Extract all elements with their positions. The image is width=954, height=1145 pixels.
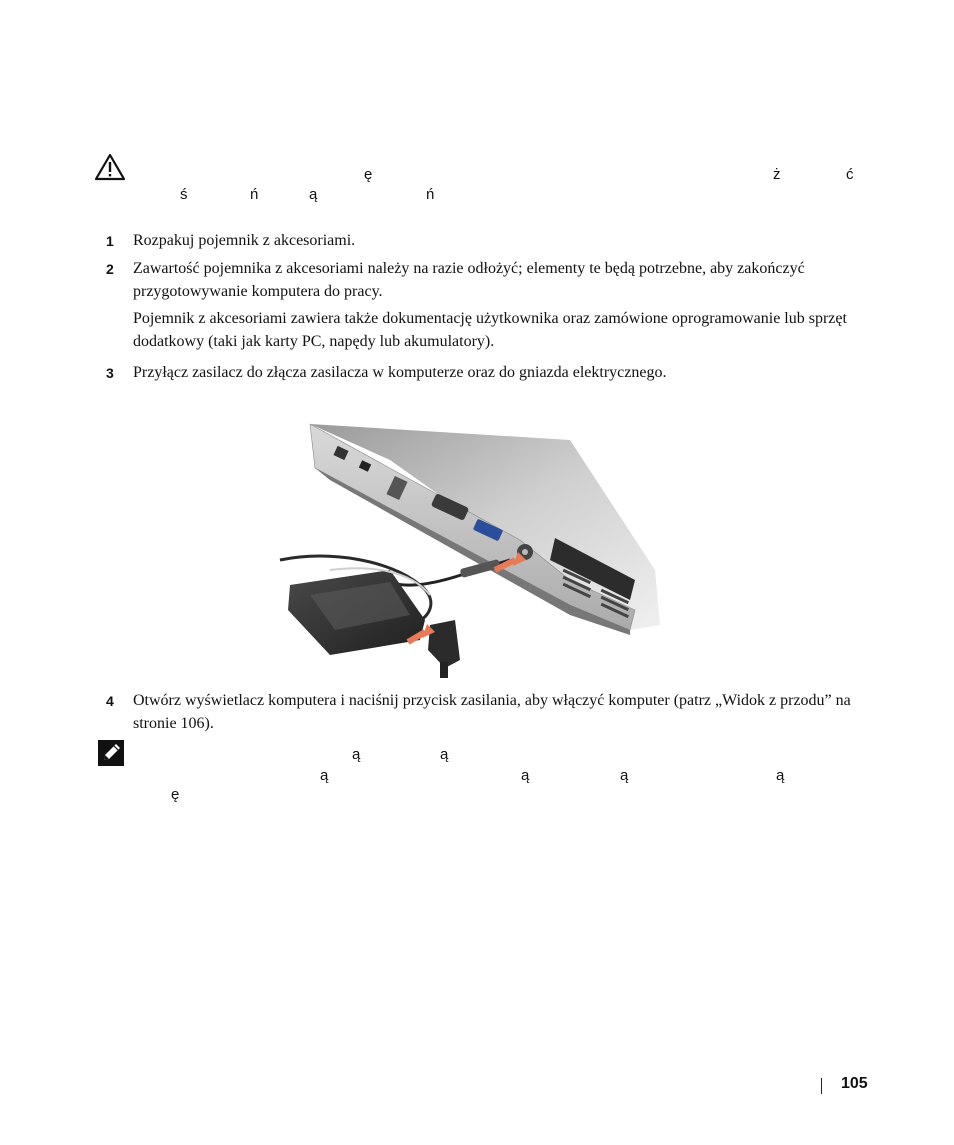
note-text-fragment: ą (352, 746, 361, 763)
step-number: 4 (106, 693, 114, 709)
note-pencil-icon (98, 740, 124, 766)
caution-text-fragment: ż (773, 166, 781, 183)
caution-text-fragment: ń (426, 186, 435, 203)
caution-text-fragment: ę (364, 166, 373, 183)
note-text-fragment: ą (521, 767, 530, 784)
caution-text-fragment: ń (250, 186, 259, 203)
step-text: Zawartość pojemnika z akcesoriami należy na razie odłożyć; elementy te będą potrzebne, aby zakończyć przygotowywanie komputera do pracy. (133, 260, 805, 300)
step-number: 1 (106, 233, 114, 249)
laptop-power-adapter-illustration (270, 420, 670, 680)
footer-divider (821, 1078, 822, 1094)
step-number: 2 (106, 261, 114, 277)
caution-text-fragment: ć (846, 166, 854, 183)
note-text-fragment: ą (776, 767, 785, 784)
step-number: 3 (106, 365, 114, 381)
caution-text-fragment: ą (309, 186, 318, 203)
step-text: Otwórz wyświetlacz komputera i naciśnij przycisk zasilania, aby włączyć komputer (patrz „Widok z przodu” na stronie 106). (133, 692, 851, 732)
note-text-fragment: ą (320, 767, 329, 784)
note-text-fragment: ę (171, 786, 180, 803)
step-text: Przyłącz zasilacz do złącza zasilacza w komputerze oraz do gniazda elektrycznego. (133, 364, 667, 381)
note-text-fragment: ą (440, 746, 449, 763)
caution-text-fragment: ś (180, 186, 188, 203)
step-text: Rozpakuj pojemnik z akcesoriami. (133, 232, 356, 249)
note-text-fragment: ą (620, 767, 629, 784)
caution-triangle-icon (94, 153, 126, 181)
page-number: 105 (841, 1075, 868, 1092)
step-note-paragraph: Pojemnik z akcesoriami zawiera także dokumentację użytkownika oraz zamówione oprogramowanie lub sprzęt dodatkowy (taki jak karty PC, napędy lub akumulatory). (133, 310, 847, 350)
